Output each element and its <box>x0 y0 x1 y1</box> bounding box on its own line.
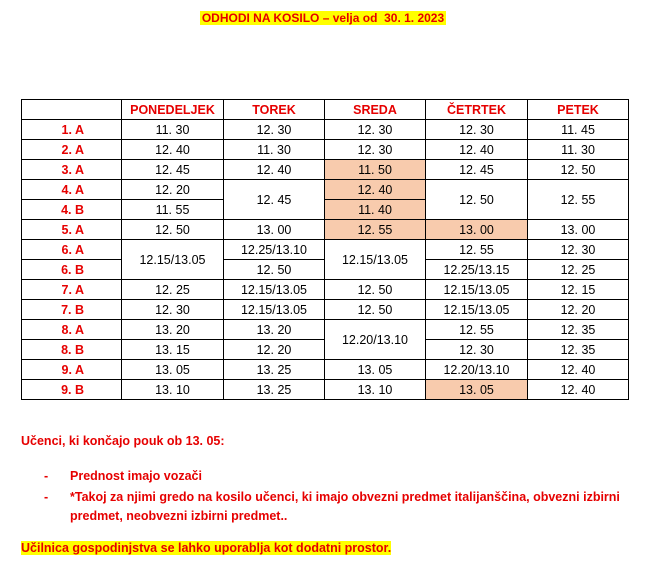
cell-petek: 12. 40 <box>528 380 629 400</box>
class-label: 4. B <box>22 200 122 220</box>
cell-petek: 12. 50 <box>528 160 629 180</box>
cell-sreda: 13. 05 <box>325 360 426 380</box>
class-label: 7. A <box>22 280 122 300</box>
cell-ponedeljek: 12. 30 <box>122 300 224 320</box>
class-label: 2. A <box>22 140 122 160</box>
cell-torek: 13. 25 <box>224 360 325 380</box>
footer-note <box>21 541 391 555</box>
cell-cetrtek: 12.20/13.10 <box>426 360 528 380</box>
table-row <box>22 300 629 320</box>
table-row <box>22 160 629 180</box>
cell-ponedeljek: 13. 05 <box>122 360 224 380</box>
cell-sreda-highlighted: 12. 40 <box>325 180 426 200</box>
cell-ponedeljek: 13. 20 <box>122 320 224 340</box>
cell-ponedeljek: 12.15/13.05 <box>122 240 224 280</box>
cell-ponedeljek: 11. 55 <box>122 200 224 220</box>
cell-sreda-highlighted: 11. 40 <box>325 200 426 220</box>
cell-sreda-highlighted: 12. 55 <box>325 220 426 240</box>
header-row <box>22 100 629 120</box>
cell-ponedeljek: 12. 20 <box>122 180 224 200</box>
bullet-dash: - <box>44 469 49 483</box>
list-item <box>44 467 630 486</box>
cell-petek: 11. 45 <box>528 120 629 140</box>
cell-petek: 11. 30 <box>528 140 629 160</box>
cell-torek: 12. 40 <box>224 160 325 180</box>
cell-cetrtek: 12.15/13.05 <box>426 300 528 320</box>
class-label: 6. B <box>22 260 122 280</box>
table-row <box>22 320 629 340</box>
cell-sreda: 12. 50 <box>325 300 426 320</box>
cell-cetrtek-highlighted: 13. 05 <box>426 380 528 400</box>
cell-cetrtek-highlighted: 13. 00 <box>426 220 528 240</box>
cell-ponedeljek: 13. 15 <box>122 340 224 360</box>
cell-cetrtek: 12. 30 <box>426 120 528 140</box>
cell-ponedeljek: 12. 45 <box>122 160 224 180</box>
cell-torek: 13. 20 <box>224 320 325 340</box>
header-petek: PETEK <box>528 100 629 120</box>
notes-list <box>44 467 630 528</box>
cell-ponedeljek: 12. 40 <box>122 140 224 160</box>
cell-petek: 12. 35 <box>528 320 629 340</box>
cell-sreda: 12. 30 <box>325 120 426 140</box>
class-label: 7. B <box>22 300 122 320</box>
table-row <box>22 140 629 160</box>
cell-cetrtek: 12. 55 <box>426 240 528 260</box>
list-item <box>44 488 630 526</box>
cell-petek: 12. 15 <box>528 280 629 300</box>
table-row <box>22 120 629 140</box>
class-label: 5. A <box>22 220 122 240</box>
class-label: 1. A <box>22 120 122 140</box>
cell-petek: 12. 55 <box>528 180 629 220</box>
cell-petek: 12. 40 <box>528 360 629 380</box>
table-row <box>22 280 629 300</box>
cell-torek: 13. 00 <box>224 220 325 240</box>
cell-sreda: 12.20/13.10 <box>325 320 426 360</box>
bullet-text: *Takoj za njimi gredo na kosilo učenci, ki imajo obvezni predmet italijanščina, obvezni izbirni predmet, neobvezni izbirni predmet.. <box>70 490 620 523</box>
cell-petek: 13. 00 <box>528 220 629 240</box>
cell-petek: 12. 25 <box>528 260 629 280</box>
cell-sreda: 12. 30 <box>325 140 426 160</box>
lunch-schedule-table <box>21 99 629 400</box>
class-label: 6. A <box>22 240 122 260</box>
cell-cetrtek: 12. 45 <box>426 160 528 180</box>
table-row <box>22 220 629 240</box>
notes-heading: Učenci, ki končajo pouk ob 13. 05: <box>21 434 225 448</box>
cell-sreda-highlighted: 11. 50 <box>325 160 426 180</box>
table-row <box>22 180 629 200</box>
header-cetrtek: ČETRTEK <box>426 100 528 120</box>
class-label: 3. A <box>22 160 122 180</box>
cell-ponedeljek: 12. 25 <box>122 280 224 300</box>
class-label: 4. A <box>22 180 122 200</box>
cell-ponedeljek: 11. 30 <box>122 120 224 140</box>
header-sreda: SREDA <box>325 100 426 120</box>
cell-torek: 12. 20 <box>224 340 325 360</box>
cell-cetrtek: 12. 55 <box>426 320 528 340</box>
header-ponedeljek: PONEDELJEK <box>122 100 224 120</box>
cell-ponedeljek: 13. 10 <box>122 380 224 400</box>
cell-torek: 11. 30 <box>224 140 325 160</box>
cell-petek: 12. 20 <box>528 300 629 320</box>
header-cell-blank <box>22 100 122 120</box>
footer-text: Učilnica gospodinjstva se lahko uporablja kot dodatni prostor. <box>21 541 392 555</box>
class-label: 9. B <box>22 380 122 400</box>
page-title <box>0 11 646 25</box>
table-row <box>22 380 629 400</box>
table-row <box>22 360 629 380</box>
cell-cetrtek: 12.25/13.15 <box>426 260 528 280</box>
cell-cetrtek: 12. 50 <box>426 180 528 220</box>
cell-torek: 12. 50 <box>224 260 325 280</box>
bullet-dash: - <box>44 490 49 504</box>
cell-petek: 12. 35 <box>528 340 629 360</box>
cell-torek: 12. 30 <box>224 120 325 140</box>
cell-sreda: 12.15/13.05 <box>325 240 426 280</box>
cell-ponedeljek: 12. 50 <box>122 220 224 240</box>
table-row <box>22 240 629 260</box>
cell-cetrtek: 12.15/13.05 <box>426 280 528 300</box>
class-label: 8. B <box>22 340 122 360</box>
class-label: 8. A <box>22 320 122 340</box>
cell-torek: 12.15/13.05 <box>224 300 325 320</box>
class-label: 9. A <box>22 360 122 380</box>
bullet-text: Prednost imajo vozači <box>70 469 202 483</box>
cell-sreda: 13. 10 <box>325 380 426 400</box>
header-torek: TOREK <box>224 100 325 120</box>
cell-cetrtek: 12. 40 <box>426 140 528 160</box>
cell-torek: 12.15/13.05 <box>224 280 325 300</box>
cell-torek: 12. 45 <box>224 180 325 220</box>
cell-cetrtek: 12. 30 <box>426 340 528 360</box>
cell-petek: 12. 30 <box>528 240 629 260</box>
cell-torek: 13. 25 <box>224 380 325 400</box>
cell-torek: 12.25/13.10 <box>224 240 325 260</box>
cell-sreda: 12. 50 <box>325 280 426 300</box>
title-text: ODHODI NA KOSILO – velja od <box>201 11 378 25</box>
title-date: 30. 1. 2023 <box>384 11 445 25</box>
